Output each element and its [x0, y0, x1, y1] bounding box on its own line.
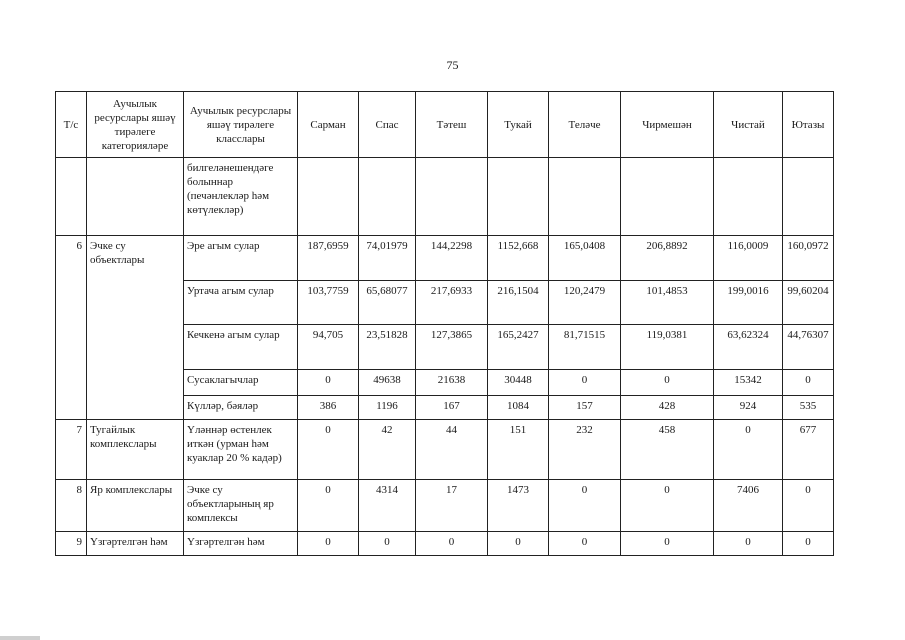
category-cell: Үзгәртелгән һәм	[87, 532, 184, 556]
header-tukay: Тукай	[488, 92, 549, 158]
header-tetesh: Тәтеш	[416, 92, 488, 158]
value-cell: 677	[783, 420, 834, 480]
value-cell: 165,0408	[549, 236, 621, 281]
class-cell: Үзгәртелгән һәм	[184, 532, 298, 556]
value-cell: 0	[549, 480, 621, 532]
value-cell: 44	[416, 420, 488, 480]
value-cell: 0	[298, 532, 359, 556]
value-cell: 21638	[416, 370, 488, 396]
value-cell: 165,2427	[488, 325, 549, 370]
header-yutazy: Ютазы	[783, 92, 834, 158]
header-teleche: Теләче	[549, 92, 621, 158]
value-cell: 7406	[714, 480, 783, 532]
class-cell: Уртача агым сулар	[184, 281, 298, 325]
value-cell: 160,0972	[783, 236, 834, 281]
value-cell: 99,60204	[783, 281, 834, 325]
header-sarman: Сарман	[298, 92, 359, 158]
value-cell: 30448	[488, 370, 549, 396]
value-cell: 167	[416, 396, 488, 420]
value-cell: 1473	[488, 480, 549, 532]
scan-artifact	[0, 636, 40, 640]
value-cell: 216,1504	[488, 281, 549, 325]
value-cell: 0	[298, 370, 359, 396]
index-cell: 6	[56, 236, 87, 420]
value-cell: 49638	[359, 370, 416, 396]
value-cell: 103,7759	[298, 281, 359, 325]
value-cell: 1196	[359, 396, 416, 420]
value-cell	[359, 158, 416, 236]
value-cell: 65,68077	[359, 281, 416, 325]
index-cell: 9	[56, 532, 87, 556]
category-cell: Яр комплекслары	[87, 480, 184, 532]
value-cell: 44,76307	[783, 325, 834, 370]
value-cell: 187,6959	[298, 236, 359, 281]
value-cell: 0	[714, 420, 783, 480]
class-cell: билгеләнешендәге болыннар (печәнлекләр һәм көтүлекләр)	[184, 158, 298, 236]
value-cell: 4314	[359, 480, 416, 532]
value-cell: 63,62324	[714, 325, 783, 370]
value-cell: 217,6933	[416, 281, 488, 325]
value-cell: 0	[359, 532, 416, 556]
value-cell: 101,4853	[621, 281, 714, 325]
header-chistay: Чистай	[714, 92, 783, 158]
table-row	[56, 236, 834, 281]
value-cell	[783, 158, 834, 236]
value-cell: 206,8892	[621, 236, 714, 281]
value-cell: 119,0381	[621, 325, 714, 370]
header-index: Т/с	[56, 92, 87, 158]
value-cell: 0	[783, 532, 834, 556]
value-cell: 0	[298, 420, 359, 480]
value-cell: 94,705	[298, 325, 359, 370]
category-cell: Тугайлык комплекслары	[87, 420, 184, 480]
value-cell: 0	[488, 532, 549, 556]
value-cell: 0	[783, 480, 834, 532]
value-cell: 0	[621, 370, 714, 396]
value-cell: 0	[549, 370, 621, 396]
class-cell: Күлләр, бәяләр	[184, 396, 298, 420]
index-cell	[56, 158, 87, 236]
value-cell: 0	[621, 532, 714, 556]
value-cell: 1152,668	[488, 236, 549, 281]
value-cell: 924	[714, 396, 783, 420]
value-cell: 386	[298, 396, 359, 420]
value-cell: 151	[488, 420, 549, 480]
value-cell: 15342	[714, 370, 783, 396]
value-cell: 157	[549, 396, 621, 420]
header-spas: Спас	[359, 92, 416, 158]
value-cell: 0	[714, 532, 783, 556]
value-cell	[488, 158, 549, 236]
value-cell: 0	[621, 480, 714, 532]
value-cell: 144,2298	[416, 236, 488, 281]
index-cell: 7	[56, 420, 87, 480]
value-cell: 0	[549, 532, 621, 556]
value-cell	[549, 158, 621, 236]
table-row	[56, 480, 834, 532]
class-cell: Кечкенә агым сулар	[184, 325, 298, 370]
value-cell: 81,71515	[549, 325, 621, 370]
value-cell: 116,0009	[714, 236, 783, 281]
value-cell: 0	[783, 370, 834, 396]
class-cell: Эчке су объектларының яр комплексы	[184, 480, 298, 532]
class-cell: Эре агым сулар	[184, 236, 298, 281]
value-cell: 428	[621, 396, 714, 420]
page-number: 75	[446, 58, 459, 72]
value-cell: 535	[783, 396, 834, 420]
value-cell: 232	[549, 420, 621, 480]
value-cell	[621, 158, 714, 236]
value-cell: 74,01979	[359, 236, 416, 281]
header-row	[56, 92, 834, 158]
category-cell	[87, 158, 184, 236]
header-class: Аучылык ресурслары яшәү тирәлеге класслары	[184, 92, 298, 158]
value-cell: 42	[359, 420, 416, 480]
value-cell: 199,0016	[714, 281, 783, 325]
value-cell	[714, 158, 783, 236]
header-chirmeshen: Чирмешән	[621, 92, 714, 158]
header-category: Аучылык ресурслары яшәү тирәлеге категорияләре	[87, 92, 184, 158]
value-cell: 23,51828	[359, 325, 416, 370]
category-cell: Эчке су объектлары	[87, 236, 184, 420]
hunting-resources-table	[55, 91, 834, 556]
index-cell: 8	[56, 480, 87, 532]
value-cell: 120,2479	[549, 281, 621, 325]
value-cell: 0	[416, 532, 488, 556]
table-row	[56, 420, 834, 480]
class-cell: Сусаклагычлар	[184, 370, 298, 396]
table-row	[56, 532, 834, 556]
value-cell: 17	[416, 480, 488, 532]
class-cell: Үләннәр өстенлек иткән (урман һәм куаклар 20 % кадәр)	[184, 420, 298, 480]
table-row	[56, 158, 834, 236]
value-cell	[416, 158, 488, 236]
value-cell	[298, 158, 359, 236]
value-cell: 127,3865	[416, 325, 488, 370]
value-cell: 458	[621, 420, 714, 480]
value-cell: 1084	[488, 396, 549, 420]
value-cell: 0	[298, 480, 359, 532]
